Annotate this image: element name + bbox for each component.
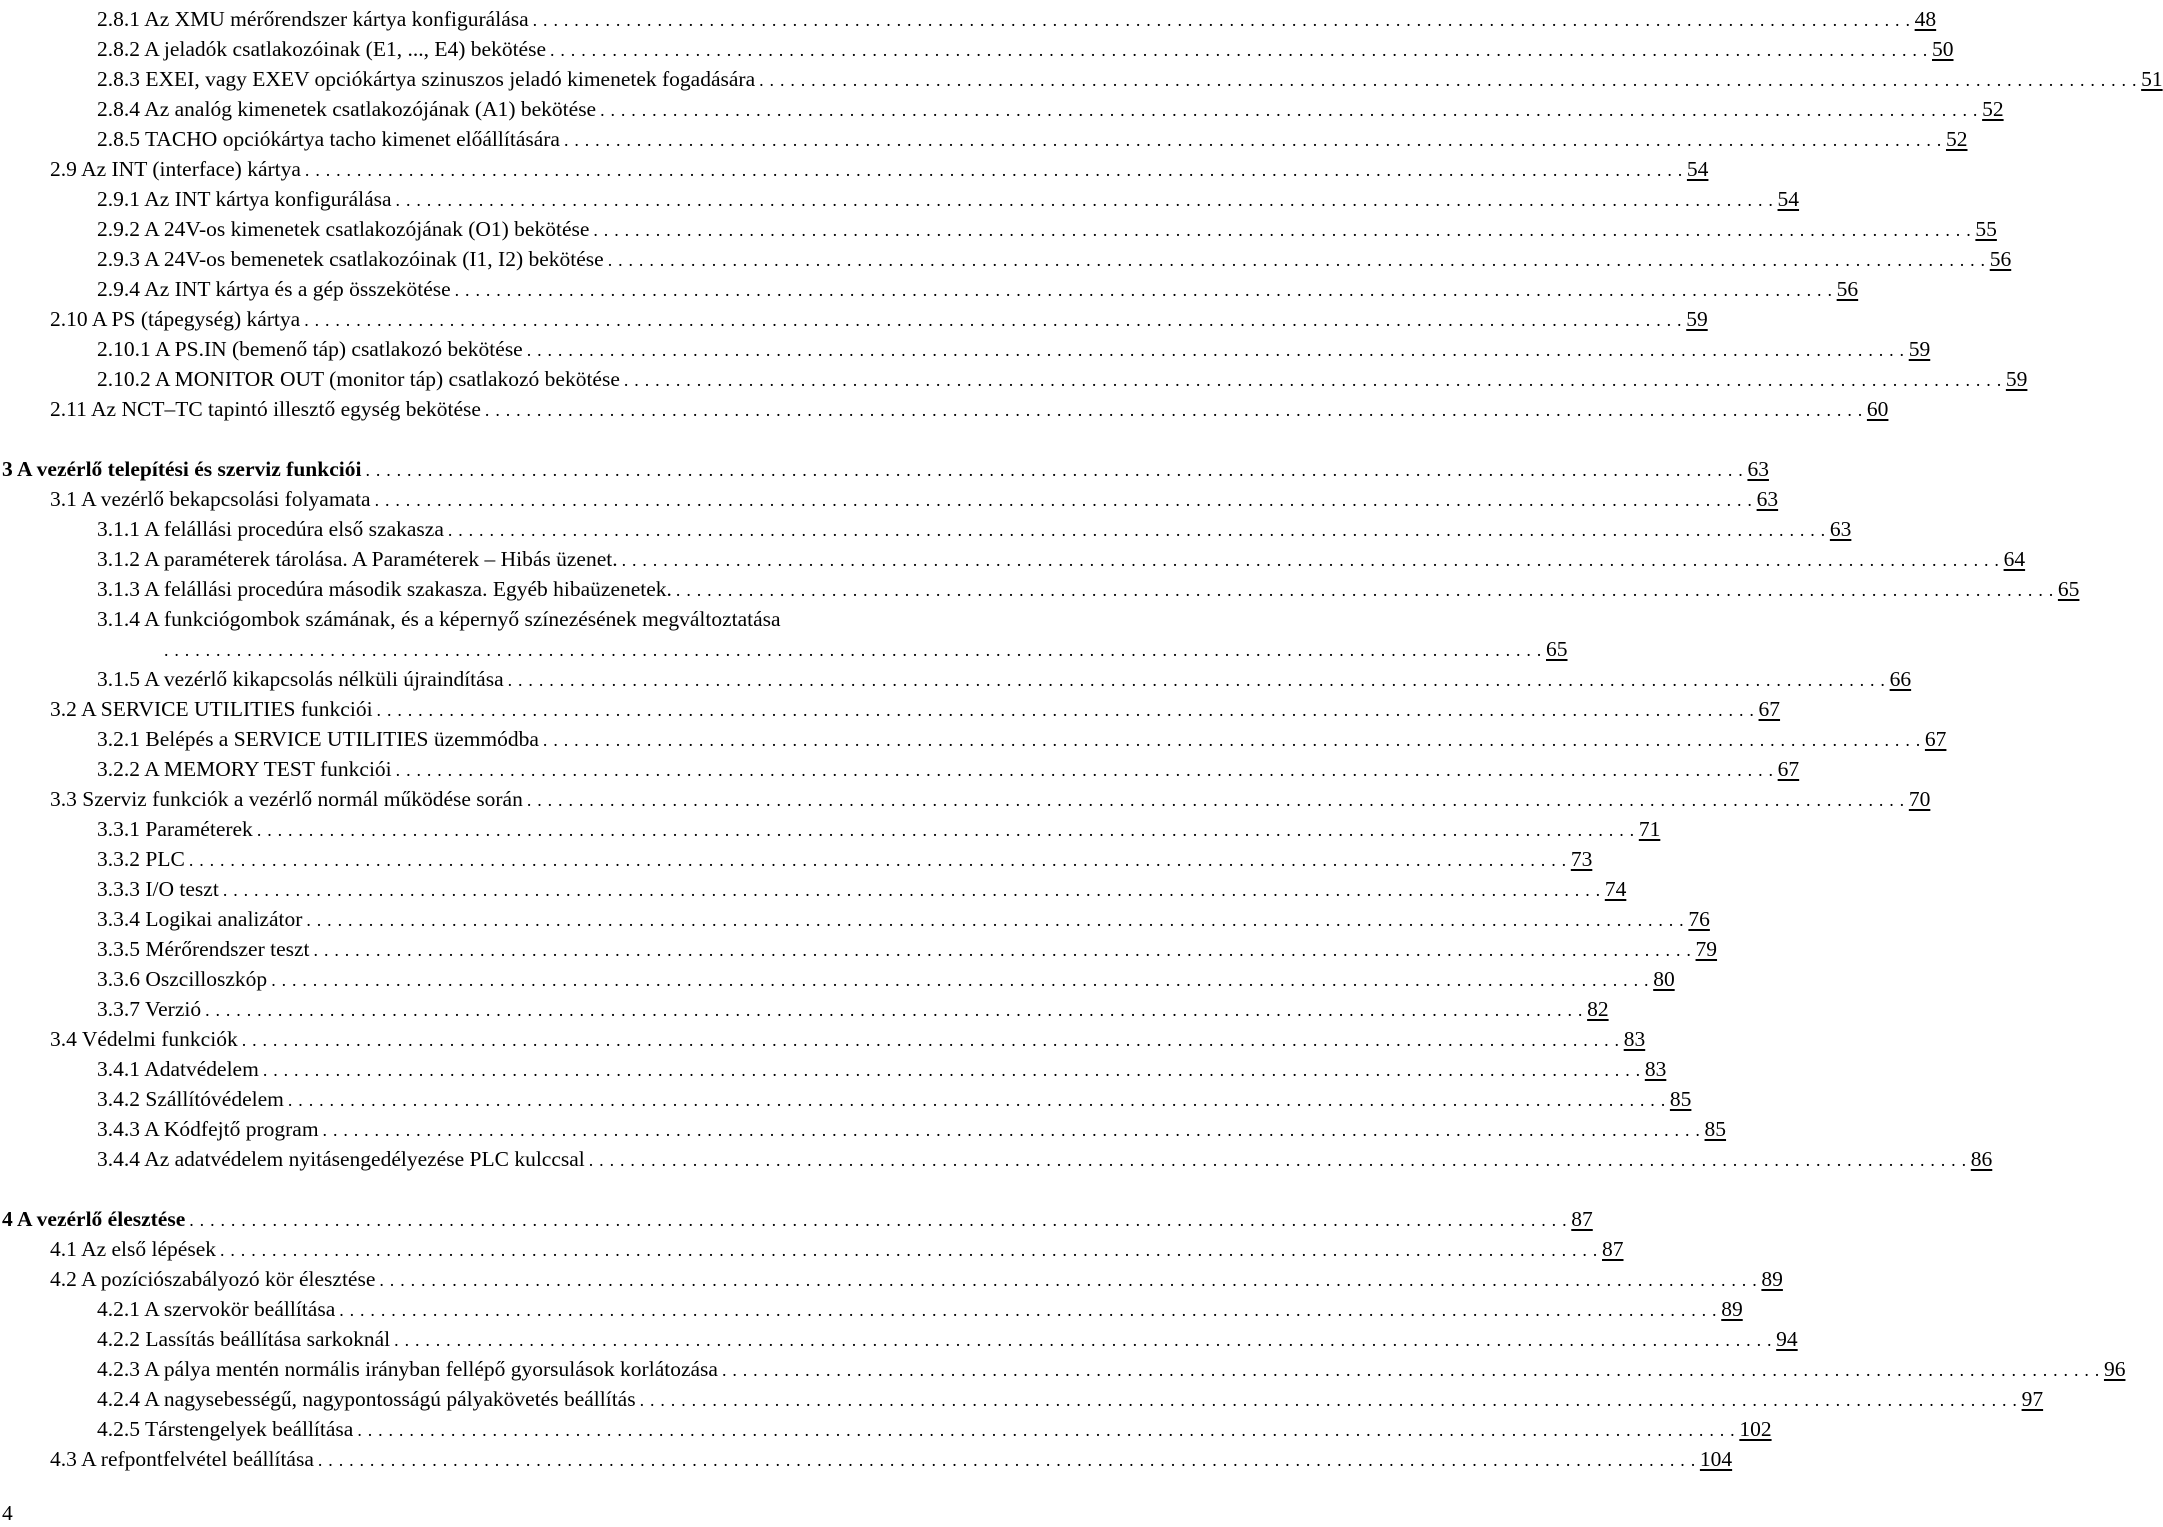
toc-entry-title: 3.4.1 Adatvédelem [97, 1057, 259, 1081]
toc-entry-title: 2.8.2 A jeladók csatlakozóinak (E1, ..., E4) bekötése [97, 37, 546, 61]
toc-entry[interactable] [0, 1054, 1667, 1084]
toc-page-link[interactable]: 83 [1644, 1057, 1667, 1081]
toc-entry[interactable] [0, 874, 1627, 904]
dot-leader [527, 785, 1905, 815]
dot-leader [304, 305, 1682, 335]
toc-entry[interactable] [0, 1144, 1993, 1174]
toc-entry-title: 3.1.5 A vezérlő kikapcsolás nélküli újraindítása [97, 667, 504, 691]
toc-entry[interactable] [0, 934, 1718, 964]
toc-page-link[interactable]: 52 [1982, 97, 2004, 121]
toc-entry[interactable] [0, 724, 1947, 754]
toc-page-link[interactable]: 63 [1756, 487, 1779, 511]
toc-page-link[interactable]: 65 [1546, 637, 1568, 661]
toc-page-link[interactable]: 59 [2005, 367, 2028, 391]
toc-entry[interactable] [0, 304, 1708, 334]
dot-leader [318, 1445, 1696, 1475]
dot-leader [622, 545, 2000, 575]
dot-leader [323, 1115, 1701, 1145]
dot-leader [314, 935, 1692, 965]
toc-page-link[interactable]: 63 [1829, 517, 1852, 541]
toc-entry[interactable] [0, 1444, 1733, 1474]
dot-leader [759, 65, 2137, 95]
toc-entry[interactable] [0, 1414, 1772, 1444]
toc-entry-title: 2.9.1 Az INT kártya konfigurálása [97, 187, 392, 211]
toc-entry[interactable] [0, 94, 2004, 124]
toc-entry[interactable] [0, 1114, 1727, 1144]
dot-leader [223, 875, 1601, 905]
toc-page-link[interactable]: 59 [1908, 337, 1931, 361]
toc-entry-title: 4 A vezérlő élesztése [2, 1207, 186, 1231]
toc-entry[interactable] [0, 1234, 1624, 1264]
toc-page-link[interactable]: 89 [1721, 1297, 1743, 1321]
toc-entry-title: 2.8.4 Az analóg kimenetek csatlakozójának (A1) bekötése [97, 97, 597, 121]
toc-entry[interactable] [0, 994, 1609, 1024]
dot-leader [375, 485, 1753, 515]
toc-entry[interactable] [0, 1204, 1593, 1234]
toc-entry[interactable] [0, 1324, 1798, 1354]
toc-page-link[interactable]: 74 [1604, 877, 1627, 901]
toc-entry[interactable] [0, 34, 1954, 64]
toc-entry-title: 3.1.3 A felállási procedúra második szakasza. Egyéb hibaüzenetek. [97, 577, 672, 601]
toc-page-link[interactable]: 51 [2141, 67, 2163, 91]
toc-page-link[interactable]: 59 [1686, 307, 1708, 331]
toc-entry[interactable] [0, 64, 2163, 94]
dot-leader [676, 575, 2054, 605]
dot-leader [271, 965, 1649, 995]
toc-entry-title: 2.10.1 A PS.IN (bemenő táp) csatlakozó bekötése [97, 337, 523, 361]
toc-page-link[interactable]: 76 [1688, 907, 1710, 931]
toc-page-link[interactable]: 87 [1602, 1237, 1624, 1261]
toc-entry-title: 2.8.3 EXEI, vagy EXEV opciókártya szinuszos jeladó kimenetek fogadására [97, 67, 756, 91]
dot-leader [527, 335, 1905, 365]
toc-entry[interactable] [0, 484, 1779, 514]
dot-leader [396, 185, 1774, 215]
toc-page-link[interactable]: 67 [1758, 697, 1781, 721]
dot-leader [263, 1055, 1641, 1085]
toc-page-link[interactable]: 87 [1571, 1207, 1593, 1231]
dot-leader [189, 845, 1567, 875]
dot-leader [533, 5, 1911, 35]
dot-leader [379, 1265, 1757, 1295]
dot-leader [508, 665, 1886, 695]
dot-leader [608, 245, 1986, 275]
toc-page-link[interactable]: 63 [1747, 457, 1769, 481]
toc-entry[interactable] [0, 574, 2080, 604]
toc-entry[interactable] [0, 784, 1931, 814]
toc-page-link[interactable]: 83 [1623, 1027, 1646, 1051]
toc-entry-title: 3.3.7 Verzió [97, 997, 202, 1021]
toc-entry[interactable] [0, 454, 1769, 484]
toc-page-link[interactable]: 66 [1889, 667, 1912, 691]
toc-page-link[interactable]: 54 [1777, 187, 1800, 211]
dot-leader [550, 35, 1928, 65]
dot-leader [543, 725, 1921, 755]
toc-entry-title: 3.1.2 A paraméterek tárolása. A Paraméterek – Hibás üzenet. [97, 547, 618, 571]
toc-entry-title: 2.8.5 TACHO opciókártya tacho kimenet előállítására [97, 127, 560, 151]
dot-leader [722, 1355, 2100, 1385]
toc-entry-title: 2.9 Az INT (interface) kártya [50, 157, 301, 181]
toc-entry[interactable] [0, 184, 1800, 214]
toc-entry[interactable] [0, 364, 2028, 394]
toc-entry-title: 3.2.2 A MEMORY TEST funkciói [97, 757, 392, 781]
toc-entry-title: 3.2.1 Belépés a SERVICE UTILITIES üzemmódba [97, 727, 539, 751]
dot-leader [365, 455, 1743, 485]
toc-page-link[interactable]: 86 [1970, 1147, 1993, 1171]
dot-leader [306, 905, 1684, 935]
toc-entry[interactable] [0, 844, 1593, 874]
dot-leader [205, 995, 1583, 1025]
toc-page-link[interactable]: 104 [1699, 1447, 1733, 1471]
toc-entry[interactable] [0, 1294, 1743, 1324]
dot-leader [288, 1085, 1666, 1115]
toc-entry-title: 3.3.3 I/O teszt [97, 877, 219, 901]
toc-entry-title: 3.2 A SERVICE UTILITIES funkciói [50, 697, 373, 721]
toc-page-link[interactable]: 56 [1836, 277, 1859, 301]
toc-entry-title: 2.8.1 Az XMU mérőrendszer kártya konfigurálása [97, 7, 529, 31]
toc-entry-title: 3.1 A vezérlő bekapcsolási folyamata [50, 487, 371, 511]
toc-entry-title: 3.1.1 A felállási procedúra első szakasza [97, 517, 444, 541]
dot-leader [564, 125, 1942, 155]
toc-entry-title: 3.3.5 Mérőrendszer teszt [97, 937, 310, 961]
dot-leader [220, 1235, 1598, 1265]
toc-entry-title: 3.3.1 Paraméterek [97, 817, 253, 841]
toc-page-link[interactable]: 89 [1761, 1267, 1783, 1291]
toc-entry[interactable] [0, 154, 1709, 184]
toc-page-link[interactable]: 60 [1866, 397, 1889, 421]
toc-entry-title: 3.3.2 PLC [97, 847, 185, 871]
toc-entry[interactable] [0, 394, 1889, 424]
toc-entry[interactable] [0, 604, 1568, 664]
toc-entry-title: 2.10 A PS (tápegység) kártya [50, 307, 301, 331]
toc-entry-title: 3.3 Szerviz funkciók a vezérlő normál működése során [50, 787, 523, 811]
dot-leader [377, 695, 1755, 725]
dot-leader [339, 1295, 1717, 1325]
toc-entry[interactable] [0, 1384, 2044, 1414]
toc-entry-title: 2.9.3 A 24V-os bemenetek csatlakozóinak (I1, I2) bekötése [97, 247, 604, 271]
dot-leader [357, 1415, 1735, 1445]
toc-entry-title: 3.4.3 A Kódfejtő program [97, 1117, 319, 1141]
toc-page-link[interactable]: 71 [1638, 817, 1661, 841]
toc-entry-title: 2.10.2 A MONITOR OUT (monitor táp) csatlakozó bekötése [97, 367, 620, 391]
toc-entry[interactable] [0, 964, 1675, 994]
toc-page-link[interactable]: 94 [1776, 1327, 1798, 1351]
toc-entry-title: 2.9.4 Az INT kártya és a gép összekötése [97, 277, 451, 301]
toc-entry-title: 4.2.5 Társtengelyek beállítása [97, 1417, 354, 1441]
toc-entry-title: 3.3.6 Oszcilloszkóp [97, 967, 268, 991]
dot-leader [589, 1145, 1967, 1175]
toc-page-link[interactable]: 65 [2057, 577, 2080, 601]
dot-leader [624, 365, 2002, 395]
toc-entry[interactable] [0, 244, 2012, 274]
toc-entry[interactable] [0, 664, 1912, 694]
toc-entry[interactable] [0, 4, 1937, 34]
toc-entry[interactable] [0, 274, 1859, 304]
toc-page-link[interactable]: 70 [1908, 787, 1931, 811]
page-number: 4 [2, 1501, 13, 1525]
toc-page-link[interactable]: 64 [2003, 547, 2026, 571]
toc-page-link[interactable]: 52 [1945, 127, 1968, 151]
dot-leader [189, 1205, 1567, 1235]
dot-leader [485, 395, 1863, 425]
toc-entry[interactable] [0, 1354, 2126, 1384]
dot-leader [600, 95, 1978, 125]
dot-leader [593, 215, 1971, 245]
dot-leader [448, 515, 1826, 545]
toc-entry-title: 4.2.4 A nagysebességű, nagypontosságú pályakövetés beállítás [97, 1387, 636, 1411]
dot-leader [305, 155, 1683, 185]
toc-entry-title: 3.3.4 Logikai analizátor [97, 907, 303, 931]
toc-entry-title: 4.2.1 A szervokör beállítása [97, 1297, 336, 1321]
toc-entry[interactable] [0, 124, 1968, 154]
toc-page-link[interactable]: 50 [1932, 37, 1954, 61]
toc-entry-title: 3.4.2 Szállítóvédelem [97, 1087, 284, 1111]
toc-page-link[interactable]: 48 [1914, 7, 1937, 31]
toc-entry-title: 2.11 Az NCT–TC tapintó illesztő egység bekötése [50, 397, 481, 421]
toc-entry-title: 3.4 Védelmi funkciók [50, 1027, 238, 1051]
toc-entry-title: 4.3 A refpontfelvétel beállítása [50, 1447, 314, 1471]
toc-page-link[interactable]: 96 [2103, 1357, 2126, 1381]
toc-page-link[interactable]: 67 [1924, 727, 1947, 751]
toc-page-link[interactable]: 82 [1587, 997, 1609, 1021]
toc-entry-title: 2.9.2 A 24V-os kimenetek csatlakozójának (O1) bekötése [97, 217, 590, 241]
toc-page-link[interactable]: 54 [1686, 157, 1709, 181]
dot-leader [396, 755, 1774, 785]
toc-entry-title: 4.2.3 A pálya mentén normális irányban fellépő gyorsulások korlátozása [97, 1357, 718, 1381]
toc-page-link[interactable]: 55 [1975, 217, 1997, 241]
dot-leader [455, 275, 1833, 305]
toc-entry-title: 4.2.2 Lassítás beállítása sarkoknál [97, 1327, 391, 1351]
toc-entry-title: 3.4.4 Az adatvédelem nyitásengedélyezése PLC kulccsal [97, 1147, 585, 1171]
toc-entry-title: 3 A vezérlő telepítési és szerviz funkciói [2, 457, 362, 481]
toc-page-link[interactable]: 80 [1653, 967, 1675, 991]
dot-leader [257, 815, 1635, 845]
toc-entry[interactable] [0, 1264, 1783, 1294]
dot-leader [640, 1385, 2018, 1415]
toc-page-link[interactable]: 85 [1704, 1117, 1727, 1141]
dot-leader [164, 635, 1542, 665]
toc-page-link[interactable]: 79 [1695, 937, 1718, 961]
dot-leader [242, 1025, 1620, 1055]
toc-page-link[interactable]: 73 [1570, 847, 1593, 871]
toc-page-link[interactable]: 97 [2021, 1387, 2044, 1411]
toc-entry[interactable] [0, 904, 1710, 934]
dot-leader [394, 1325, 1772, 1355]
toc-page-link[interactable]: 85 [1669, 1087, 1692, 1111]
toc-entry[interactable] [0, 1024, 1646, 1054]
toc-entry[interactable] [0, 814, 1661, 844]
toc-entry[interactable] [0, 334, 1931, 364]
toc-entry[interactable] [0, 514, 1852, 544]
toc-page-link[interactable]: 56 [1989, 247, 2012, 271]
toc-entry[interactable] [0, 544, 2026, 574]
toc-entry[interactable] [0, 1084, 1692, 1114]
toc-entry-title: 4.1 Az első lépések [50, 1237, 216, 1261]
toc-entry-title: 3.1.4 A funkciógombok számának, és a képernyő színezésének megváltoztatása [97, 607, 781, 631]
toc-page-link[interactable]: 67 [1777, 757, 1800, 781]
toc-page-link[interactable]: 102 [1739, 1417, 1772, 1441]
toc-entry[interactable] [0, 754, 1800, 784]
toc-entry[interactable] [0, 694, 1781, 724]
toc-entry-title: 4.2 A pozíciószabályozó kör élesztése [50, 1267, 376, 1291]
toc-entry[interactable] [0, 214, 1997, 244]
